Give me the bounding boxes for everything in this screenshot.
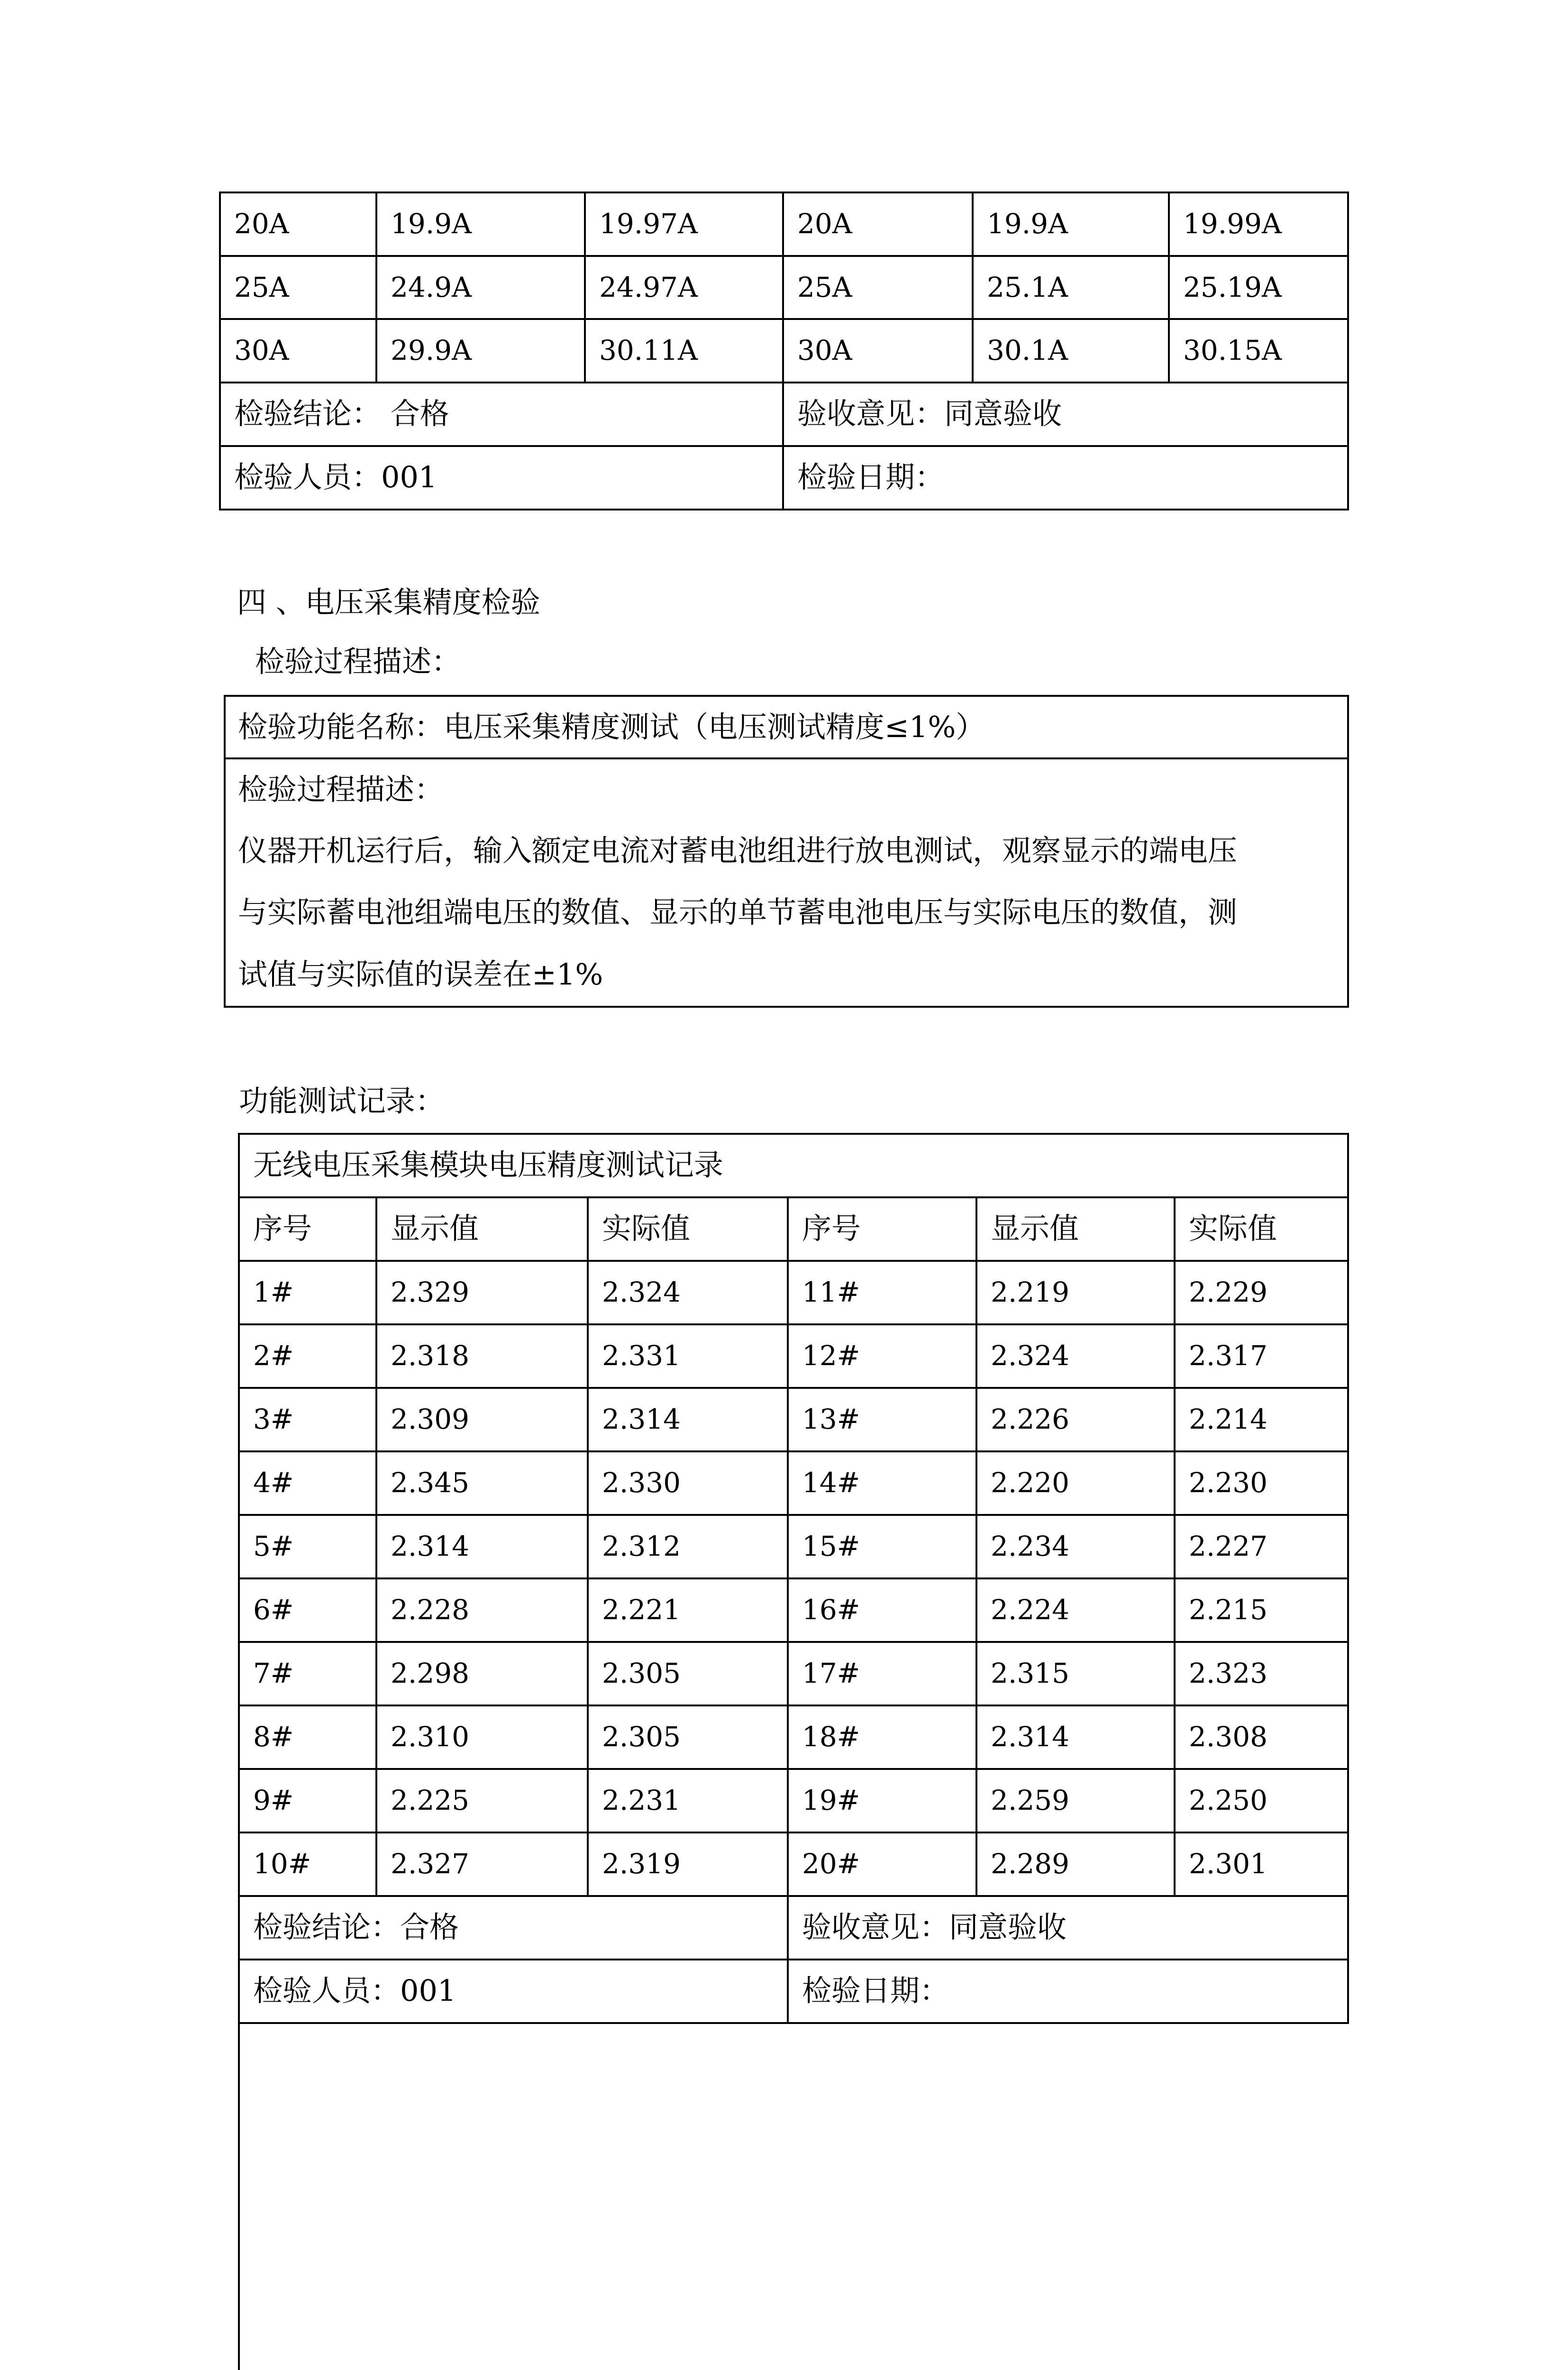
table-cell: 2.324 bbox=[991, 1340, 1070, 1372]
table-cell: 20A bbox=[234, 208, 289, 240]
table-cell: 12# bbox=[802, 1340, 860, 1372]
record-label: 功能测试记录： bbox=[239, 1084, 445, 1118]
section-heading: 四 、电压采集精度检验 bbox=[237, 585, 540, 620]
table-cell: 30.15A bbox=[1183, 334, 1282, 366]
table-cell: 2.220 bbox=[991, 1467, 1070, 1499]
table-cell: 14# bbox=[802, 1467, 860, 1499]
table-cell: 2.310 bbox=[391, 1721, 470, 1753]
table-cell: 2.308 bbox=[1189, 1721, 1268, 1753]
table-cell: 24.9A bbox=[391, 271, 472, 303]
table-cell: 4# bbox=[253, 1467, 294, 1499]
table-cell: 2.228 bbox=[391, 1594, 470, 1626]
box-rule bbox=[224, 695, 1349, 697]
table-cell: 15# bbox=[802, 1530, 860, 1562]
table-cell: 2.345 bbox=[391, 1467, 470, 1499]
table-cell: 25.1A bbox=[987, 271, 1068, 303]
column-header: 实际值 bbox=[1189, 1211, 1277, 1246]
column-header: 序号 bbox=[253, 1211, 312, 1246]
column-header: 显示值 bbox=[991, 1211, 1079, 1246]
table-rule bbox=[238, 2022, 1349, 2024]
inspector: 检验人员：001 bbox=[253, 1973, 456, 2008]
table-cell: 2.298 bbox=[391, 1657, 470, 1689]
table-cell: 1# bbox=[253, 1276, 294, 1308]
table-cell: 20# bbox=[802, 1848, 860, 1880]
table-cell: 2.230 bbox=[1189, 1467, 1268, 1499]
table-cell: 2.215 bbox=[1189, 1594, 1268, 1626]
column-header: 序号 bbox=[802, 1211, 861, 1246]
table-cell: 2.314 bbox=[602, 1403, 681, 1435]
table-title: 无线电压采集模块电压精度测试记录 bbox=[253, 1148, 724, 1182]
table-cell: 11# bbox=[802, 1276, 860, 1308]
box-rule bbox=[224, 1006, 1349, 1008]
table-cell: 2.317 bbox=[1189, 1340, 1268, 1372]
table-cell: 2.324 bbox=[602, 1276, 681, 1308]
table-cell: 19.9A bbox=[391, 208, 472, 240]
table-cell: 2.318 bbox=[391, 1340, 470, 1372]
table-cell: 17# bbox=[802, 1657, 860, 1689]
table-cell: 2.327 bbox=[391, 1848, 470, 1880]
process-label: 检验过程描述： bbox=[255, 644, 461, 679]
table-cell: 7# bbox=[253, 1657, 294, 1689]
table-cell: 2.323 bbox=[1189, 1657, 1268, 1689]
table-cell: 8# bbox=[253, 1721, 294, 1753]
table-cell: 2.330 bbox=[602, 1467, 681, 1499]
function-name: 检验功能名称：电压采集精度测试（电压测试精度≤1%） bbox=[238, 710, 985, 744]
column-header: 实际值 bbox=[602, 1211, 691, 1246]
table-rule bbox=[219, 509, 1349, 510]
table-cell: 25.19A bbox=[1183, 271, 1282, 303]
table-cell: 2.314 bbox=[991, 1721, 1070, 1753]
table-cell: 10# bbox=[253, 1848, 311, 1880]
box-rule bbox=[1347, 695, 1349, 1008]
table-cell: 2.305 bbox=[602, 1657, 681, 1689]
table-cell: 30A bbox=[797, 334, 852, 366]
table-cell: 19.9A bbox=[987, 208, 1068, 240]
table-cell: 2.289 bbox=[991, 1848, 1070, 1880]
table-cell: 5# bbox=[253, 1530, 294, 1562]
acceptance-opinion: 验收意见：同意验收 bbox=[797, 396, 1062, 431]
table-cell: 30.1A bbox=[987, 334, 1068, 366]
table-cell: 2.329 bbox=[391, 1276, 470, 1308]
table-cell: 2.312 bbox=[602, 1530, 681, 1562]
table-cell: 2.219 bbox=[991, 1276, 1070, 1308]
acceptance-opinion: 验收意见：同意验收 bbox=[802, 1910, 1067, 1944]
table-cell: 2.319 bbox=[602, 1848, 681, 1880]
inspection-date: 检验日期： bbox=[797, 460, 945, 494]
table-rule bbox=[1347, 191, 1349, 510]
table-cell: 2.259 bbox=[991, 1784, 1070, 1816]
column-header: 显示值 bbox=[391, 1211, 479, 1246]
inspection-conclusion: 检验结论： 合格 bbox=[234, 396, 449, 431]
table-cell: 9# bbox=[253, 1784, 294, 1816]
table-cell: 2.315 bbox=[991, 1657, 1070, 1689]
table-cell: 19.97A bbox=[599, 208, 698, 240]
table-cell: 25A bbox=[234, 271, 289, 303]
table-cell: 13# bbox=[802, 1403, 860, 1435]
table-cell: 24.97A bbox=[599, 271, 698, 303]
table-cell: 2.231 bbox=[602, 1784, 681, 1816]
box-rule bbox=[224, 757, 1349, 759]
table-cell: 2.214 bbox=[1189, 1403, 1268, 1435]
table-cell: 2# bbox=[253, 1340, 294, 1372]
table-cell: 25A bbox=[797, 271, 852, 303]
table-cell: 2.226 bbox=[991, 1403, 1070, 1435]
table-rule bbox=[1347, 1133, 1349, 2024]
inspection-date: 检验日期： bbox=[802, 1973, 949, 2008]
table-cell: 2.314 bbox=[391, 1530, 470, 1562]
inspection-conclusion: 检验结论：合格 bbox=[253, 1910, 459, 1944]
table-cell: 2.331 bbox=[602, 1340, 681, 1372]
process-line: 与实际蓄电池组端电压的数值、显示的单节蓄电池电压与实际电压的数值，测 bbox=[238, 895, 1238, 930]
table-cell: 2.301 bbox=[1189, 1848, 1268, 1880]
table-cell: 2.224 bbox=[991, 1594, 1070, 1626]
table-cell: 2.221 bbox=[602, 1594, 681, 1626]
table-cell: 2.309 bbox=[391, 1403, 470, 1435]
table-cell: 2.227 bbox=[1189, 1530, 1268, 1562]
table-cell: 16# bbox=[802, 1594, 860, 1626]
table-cell: 20A bbox=[797, 208, 852, 240]
table-cell: 6# bbox=[253, 1594, 294, 1626]
table-cell: 2.234 bbox=[991, 1530, 1070, 1562]
table-cell: 2.305 bbox=[602, 1721, 681, 1753]
process-line: 仪器开机运行后，输入额定电流对蓄电池组进行放电测试，观察显示的端电压 bbox=[238, 833, 1238, 868]
table-cell: 30.11A bbox=[599, 334, 698, 366]
table-cell: 30A bbox=[234, 334, 289, 366]
inspector: 检验人员：001 bbox=[234, 460, 438, 494]
table-cell: 29.9A bbox=[391, 334, 472, 366]
table-cell: 2.225 bbox=[391, 1784, 470, 1816]
table-cell: 18# bbox=[802, 1721, 860, 1753]
table-cell: 19.99A bbox=[1183, 208, 1282, 240]
box-rule bbox=[224, 695, 226, 1008]
table-cell: 19# bbox=[802, 1784, 860, 1816]
table-cell: 2.250 bbox=[1189, 1784, 1268, 1816]
process-label: 检验过程描述： bbox=[238, 772, 444, 807]
process-line: 试值与实际值的误差在±1% bbox=[238, 957, 603, 992]
table-cell: 2.229 bbox=[1189, 1276, 1268, 1308]
table-cell: 3# bbox=[253, 1403, 294, 1435]
